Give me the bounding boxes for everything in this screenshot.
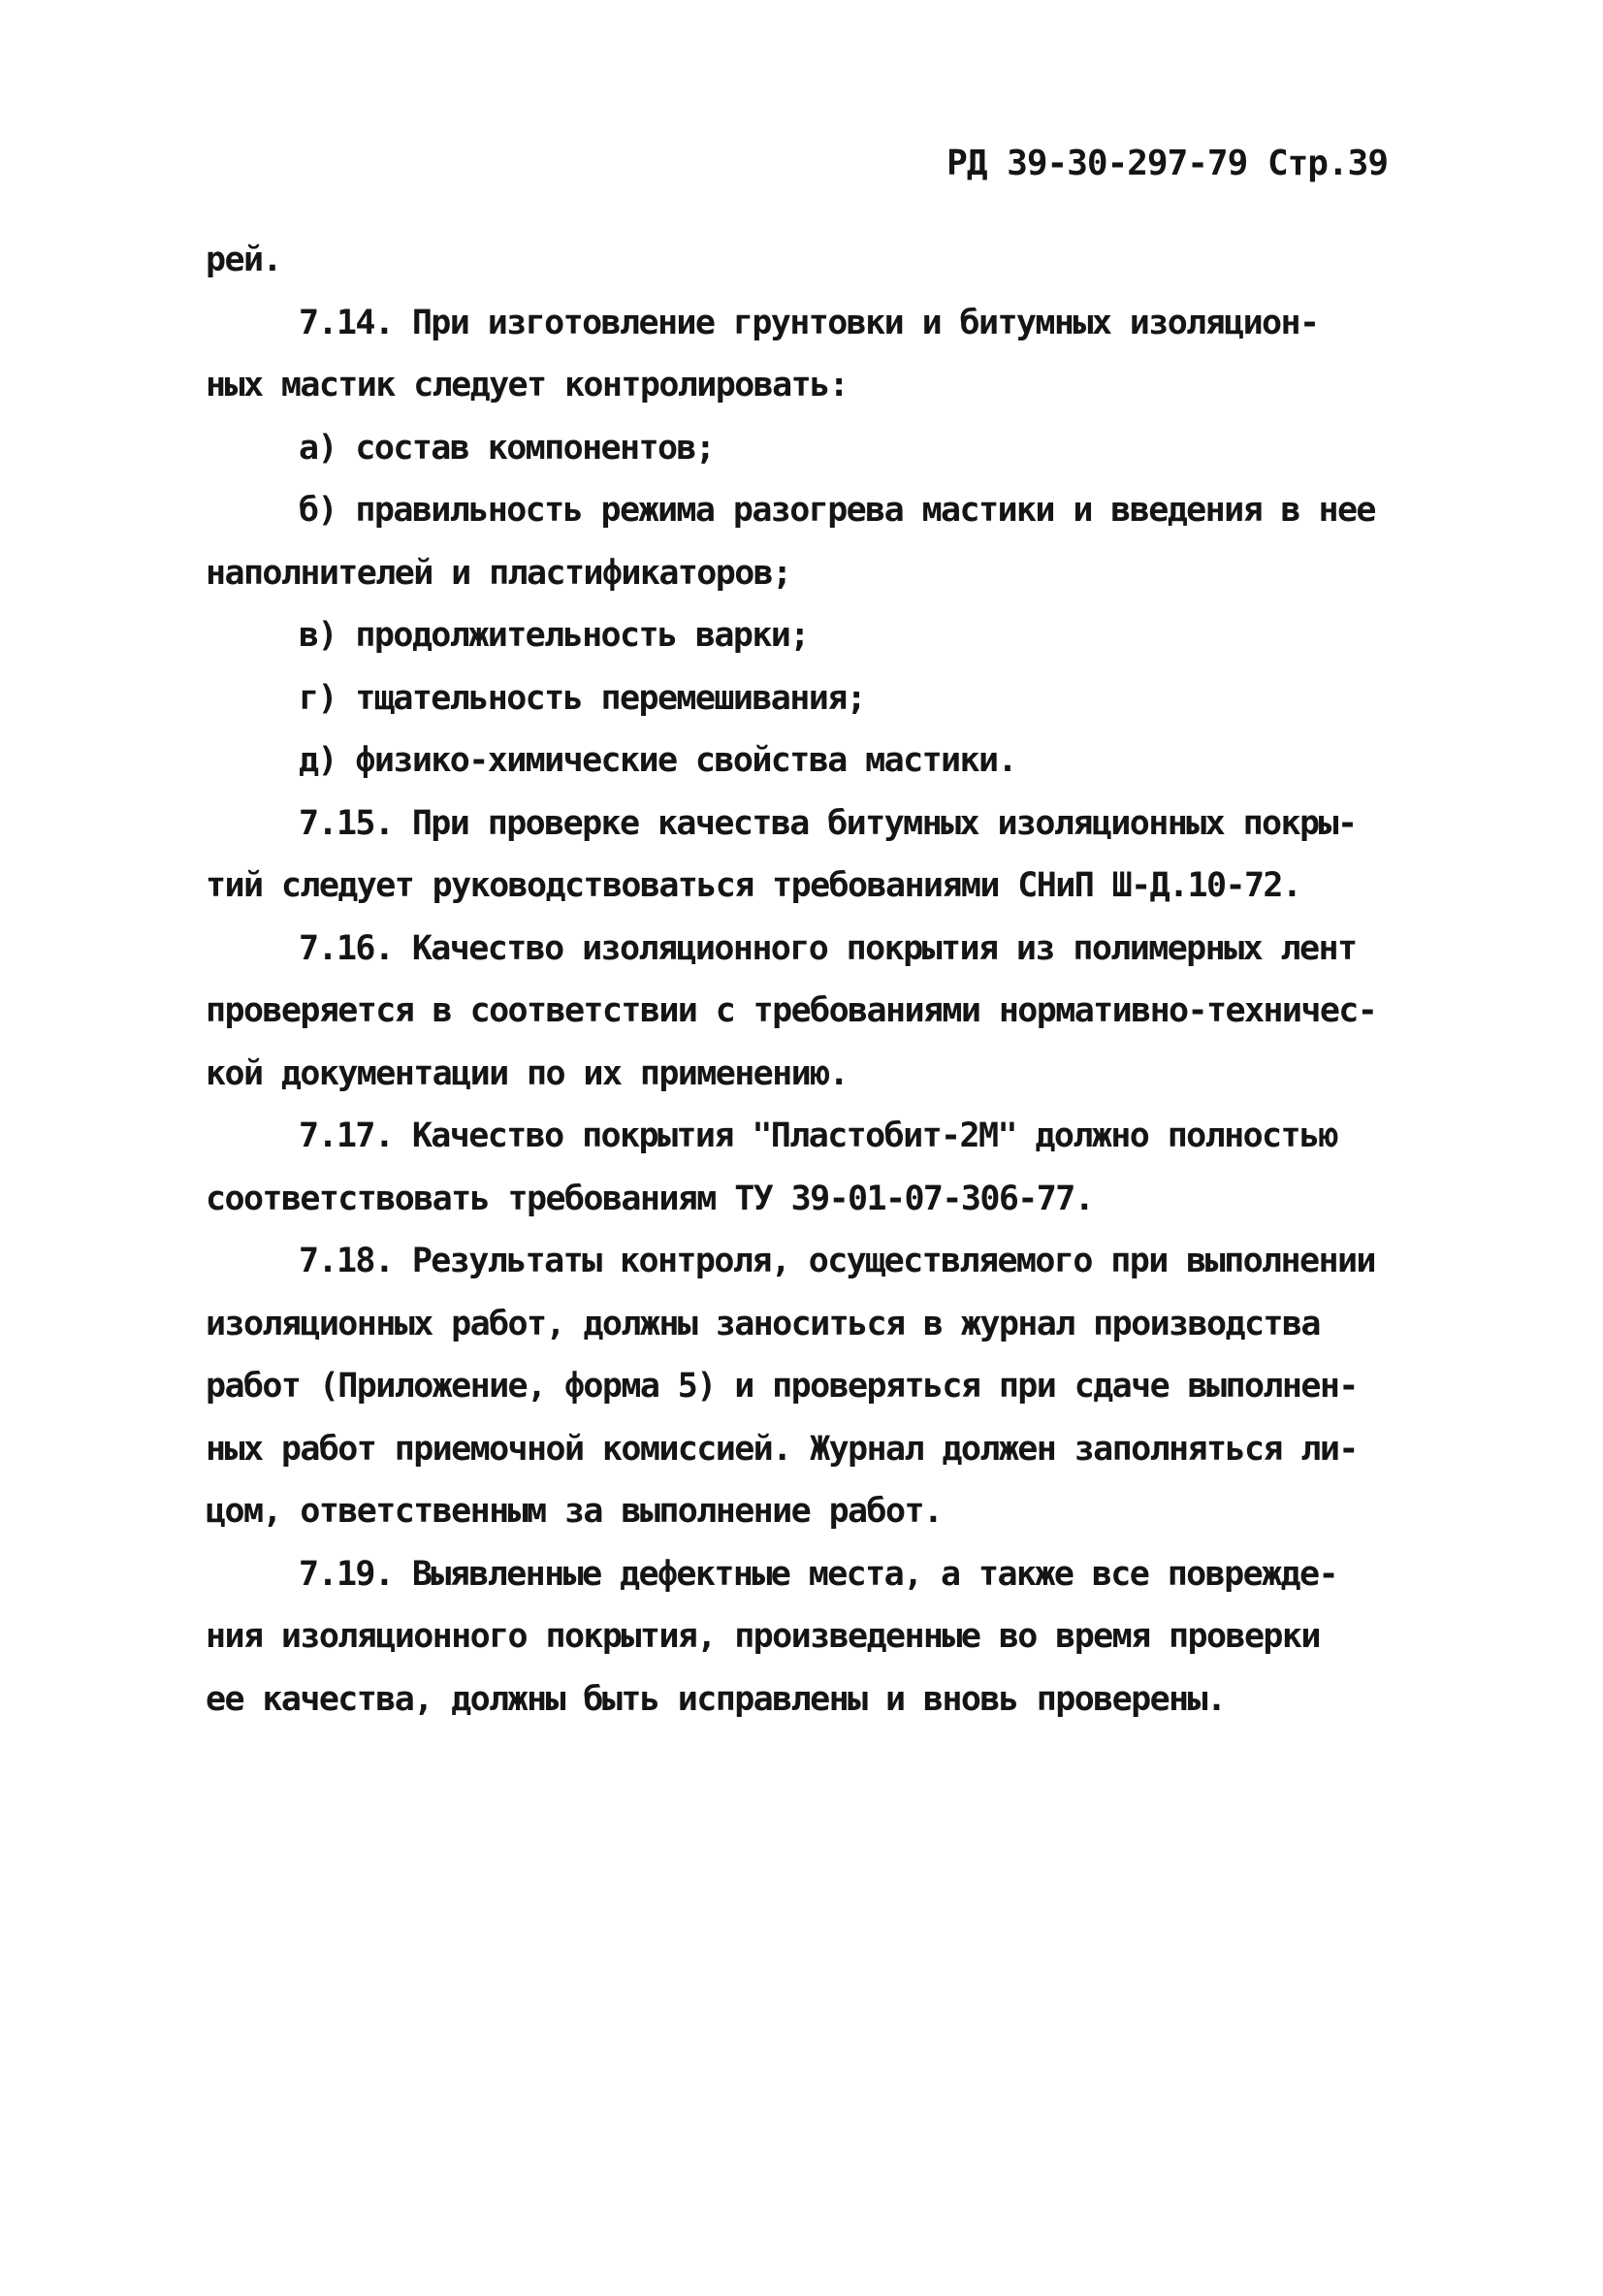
text-line: проверяется в соответствии с требованиями нормативно-техничес- bbox=[206, 991, 1377, 1030]
text-line: тий следует руководствоваться требованиями СНиП Ш-Д.10-72. bbox=[206, 866, 1301, 905]
text-line: б) правильность режима разогрева мастики и введения в нее bbox=[299, 491, 1375, 530]
text-line: а) состав компонентов; bbox=[299, 428, 715, 468]
text-line: ее качества, должны быть исправлены и вновь проверены. bbox=[206, 1679, 1226, 1719]
text-line: 7.16. Качество изоляционного покрытия из полимерных лент bbox=[299, 928, 1357, 968]
text-line: г) тщательность перемешивания; bbox=[299, 678, 866, 718]
text-line: кой документации по их применению. bbox=[206, 1053, 849, 1093]
text-line: д) физико-химические свойства мастики. bbox=[299, 741, 1016, 780]
text-line: наполнителей и пластификаторов; bbox=[206, 553, 791, 593]
text-line: ных работ приемочной комиссией. Журнал должен заполняться ли- bbox=[206, 1429, 1358, 1469]
text-line: 7.15. При проверке качества битумных изоляционных покры- bbox=[299, 803, 1357, 843]
text-line: ния изоляционного покрытия, произведенные во время проверки bbox=[206, 1617, 1320, 1656]
text-line: 7.14. При изготовление грунтовки и битумных изоляцион- bbox=[299, 303, 1319, 342]
text-line: ных мастик следует контролировать: bbox=[206, 366, 849, 404]
text-line: работ (Приложение, форма 5) и проверяться при сдаче выполнен- bbox=[206, 1367, 1358, 1406]
text-line: цом, ответственным за выполнение работ. bbox=[206, 1492, 943, 1531]
text-line: 7.17. Качество покрытия "Пластобит-2М" должно полностью bbox=[299, 1116, 1337, 1155]
page-header: РД 39-30-297-79 Стр.39 bbox=[946, 144, 1388, 183]
text-line: 7.19. Выявленные дефектные места, а также все поврежде- bbox=[299, 1554, 1337, 1594]
document-body bbox=[206, 229, 1418, 1730]
text-line: изоляционных работ, должны заноситься в журнал производства bbox=[206, 1304, 1320, 1343]
text-line: соответствовать требованиям ТУ 39-01-07-306-77. bbox=[206, 1179, 1094, 1218]
text-line: в) продолжительность варки; bbox=[299, 616, 809, 655]
text-line: рей. bbox=[206, 241, 281, 279]
text-line: 7.18. Результаты контроля, осуществляемого при выполнении bbox=[299, 1242, 1375, 1280]
